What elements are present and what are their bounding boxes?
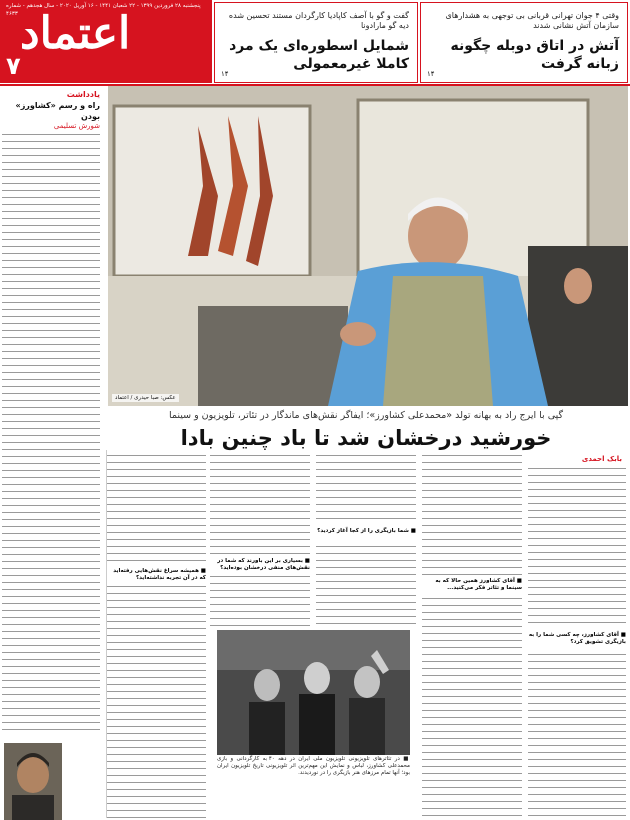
- column-divider: [106, 450, 107, 818]
- portrait-illustration: [108, 86, 628, 406]
- teaser-page: ۱۴: [221, 70, 229, 78]
- feature-subhead: گپی با ایرج راد به بهانه تولد «محمدعلی کشاورز»؛ ایفاگر نقش‌های ماندگار در تئاتر، تلویزیون و سینما: [168, 410, 564, 421]
- note-body: [2, 134, 100, 734]
- author-portrait-illustration: [4, 743, 62, 820]
- feature-photo: [108, 86, 628, 406]
- article-column-3b: [316, 546, 416, 626]
- article-column-1b: [528, 654, 626, 818]
- photo-credit: عکس: صبا حیدری / اعتماد: [112, 394, 179, 402]
- dateline: پنجشنبه ۲۸ فروردین ۱۳۹۹ - ۲۲ شعبان ۱۴۴۱ - ۱۶ آوریل ۲۰۲۰ - سال هجدهم - شماره ۴۶۳۳: [6, 3, 201, 17]
- newspaper-logo: اعتماد: [20, 8, 131, 59]
- article-column-4: [210, 455, 310, 555]
- teaser-headline: شمایل اسطوره‌ای یک مرد کاملا غیرمعمولی: [229, 38, 409, 72]
- article-column-5: [106, 455, 206, 565]
- article-column-2: [422, 455, 522, 575]
- teaser-page: ۱۴: [427, 70, 435, 78]
- inset-photo: [217, 630, 410, 755]
- teaser-kicker: گفت و گو با آصف کاپادیا کارگردان مستند تحسین شده دیه گو مارادونا: [228, 11, 409, 30]
- note-author: شورش تسلیمی: [53, 122, 100, 130]
- feature-headline: خورشید درخشان شد تا باد چنین بادا: [180, 426, 552, 450]
- note-column: [0, 88, 104, 820]
- teaser-fire[interactable]: [420, 2, 628, 83]
- question-3: ■ بسیاری بر این باورند که شما در نقش‌های منفی درخشان بوده‌اید؟: [217, 558, 310, 571]
- teaser-kicker: وقتی ۴ جوان تهرانی قربانی بی توجهی به هشدارهای سازمان آتش نشانی شدند: [445, 11, 619, 30]
- note-title: راه و رسم «کشاورز» بودن: [15, 101, 100, 121]
- byline: بابک احمدی: [581, 455, 622, 463]
- inset-illustration: [217, 630, 410, 755]
- question-4: ■ همیشه سراغ نقش‌هایی رفته‌اید که در آن تجربه نداشته‌اید؟: [113, 568, 206, 581]
- article-column-2b: [422, 598, 522, 818]
- teaser-headline: آتش در اتاق دوبله چگونه زبانه گرفت: [450, 38, 619, 72]
- article-column-3: [316, 455, 416, 525]
- question-5: ■ آقای کشاورز، چه کسی شما را به بازیگری تشویق کرد؟: [528, 632, 626, 645]
- author-portrait: [4, 743, 62, 820]
- masthead: [0, 0, 212, 83]
- teaser-maradona[interactable]: [214, 2, 418, 83]
- note-tag: یادداشت: [66, 90, 100, 99]
- inset-caption: ■ در تئاترهای تلویزیونی تلویزیون ملی ایران در دهه ۴۰ به کارگردانی و بازی محمدعلی کشاورز، لباس و نمایش این مهم‌ترین اثر تلویزیونی تاریخ تلویزیون ایران بود؛ آنها تمام مرزهای هنر بازیگری را در نوردیدند.: [217, 756, 410, 776]
- article-column-1: [528, 468, 626, 628]
- article-column-5b: [106, 586, 206, 818]
- article-column-4b: [210, 576, 310, 626]
- question-1: ■ آقای کشاورز همین حالا که به سینما و تئاتر فکر می‌کنید...: [435, 578, 522, 591]
- question-2: ■ شما بازیگری را از کجا آغاز کردید؟: [317, 528, 416, 534]
- page-number: ۷: [6, 52, 21, 80]
